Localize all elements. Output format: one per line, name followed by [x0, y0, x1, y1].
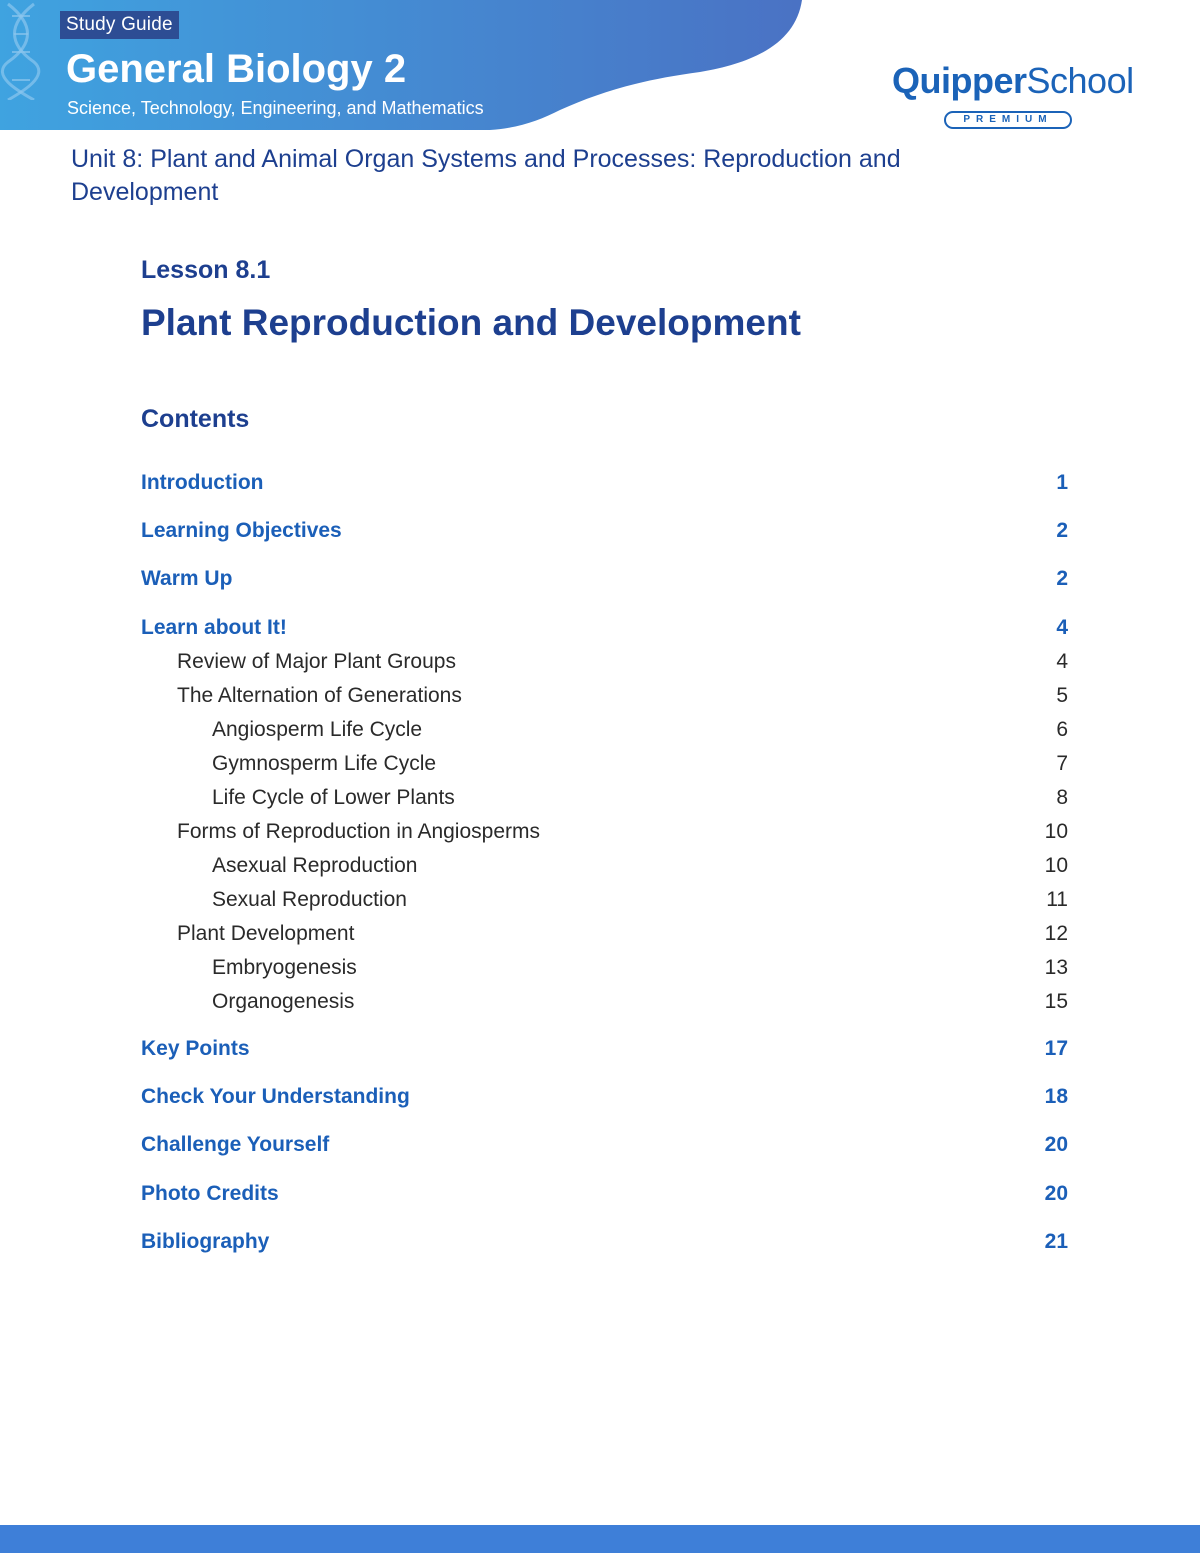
toc-entry-page[interactable]: 4: [1056, 616, 1068, 639]
toc-entry-label[interactable]: Learn about It!: [141, 616, 287, 639]
toc-entry[interactable]: [0, 715, 1200, 745]
toc-entry-page[interactable]: 21: [1044, 1230, 1068, 1253]
toc-entry-label[interactable]: Photo Credits: [141, 1182, 279, 1205]
toc-entry-page[interactable]: 20: [1044, 1182, 1068, 1205]
toc-entry-page[interactable]: 7: [1056, 752, 1068, 775]
toc-entry-label[interactable]: Angiosperm Life Cycle: [212, 718, 423, 741]
lesson-title: Plant Reproduction and Development: [141, 302, 801, 343]
toc-entry[interactable]: [0, 564, 1200, 594]
toc-entry-page[interactable]: 13: [1044, 956, 1068, 979]
toc-entry-label[interactable]: Challenge Yourself: [141, 1133, 330, 1156]
toc-entry[interactable]: [0, 987, 1200, 1017]
toc-entry-page[interactable]: 2: [1056, 567, 1068, 590]
toc-entry[interactable]: [0, 681, 1200, 711]
toc-entry-page[interactable]: 11: [1046, 888, 1068, 911]
toc-entry[interactable]: [0, 851, 1200, 881]
logo-wordmark: [892, 58, 1134, 104]
toc-entry[interactable]: [0, 647, 1200, 677]
toc-entry[interactable]: [0, 885, 1200, 915]
toc-entry-page[interactable]: 2: [1056, 519, 1068, 542]
course-title: General Biology 2: [66, 47, 407, 91]
toc-entry-label[interactable]: Review of Major Plant Groups: [177, 650, 456, 673]
logo-quipper: Quipper: [892, 60, 1027, 101]
contents-heading: Contents: [141, 405, 250, 433]
course-subtitle: Science, Technology, Engineering, and Mathematics: [67, 98, 484, 118]
quipper-school-logo: [892, 58, 1132, 134]
toc-entry[interactable]: [0, 749, 1200, 779]
toc-entry-label[interactable]: Check Your Understanding: [141, 1085, 410, 1108]
toc-entry[interactable]: [0, 953, 1200, 983]
toc-entry-label[interactable]: Warm Up: [141, 567, 233, 590]
toc-entry[interactable]: [0, 1130, 1200, 1160]
toc-entry-label[interactable]: Key Points: [141, 1037, 250, 1060]
study-guide-badge: Study Guide: [60, 11, 179, 39]
toc-entry-label[interactable]: Asexual Reproduction: [212, 854, 418, 877]
dna-icon: [0, 0, 50, 100]
toc-entry-label[interactable]: Forms of Reproduction in Angiosperms: [177, 820, 540, 843]
footer-bar: [0, 1525, 1200, 1553]
toc-entry[interactable]: [0, 919, 1200, 949]
toc-entry-page[interactable]: 12: [1044, 922, 1068, 945]
logo-school: School: [1026, 60, 1134, 101]
unit-title: Unit 8: Plant and Animal Organ Systems and Processes: Reproduction and Development: [71, 145, 901, 206]
toc-entry-page[interactable]: 10: [1044, 820, 1068, 843]
toc-entry-label[interactable]: Organogenesis: [212, 990, 355, 1013]
toc-entry[interactable]: [0, 783, 1200, 813]
toc-entry-page[interactable]: 10: [1044, 854, 1068, 877]
toc-entry[interactable]: [0, 1227, 1200, 1257]
toc-entry-label[interactable]: The Alternation of Generations: [177, 684, 462, 707]
toc-entry-label[interactable]: Learning Objectives: [141, 519, 342, 542]
toc-entry-label[interactable]: Sexual Reproduction: [212, 888, 407, 911]
lesson-label: Lesson 8.1: [141, 256, 271, 284]
toc-entry-label[interactable]: Life Cycle of Lower Plants: [212, 786, 455, 809]
toc-entry-label[interactable]: Plant Development: [177, 922, 355, 945]
toc-entry-label[interactable]: Embryogenesis: [212, 956, 357, 979]
toc-entry-page[interactable]: 17: [1044, 1037, 1068, 1060]
toc-entry-label[interactable]: Bibliography: [141, 1230, 270, 1253]
toc-entry[interactable]: [0, 516, 1200, 546]
toc-entry-page[interactable]: 1: [1056, 471, 1068, 494]
toc-entry-page[interactable]: 15: [1044, 990, 1068, 1013]
toc-entry-page[interactable]: 18: [1044, 1085, 1068, 1108]
header-banner: [0, 0, 820, 132]
toc-entry-page[interactable]: 20: [1044, 1133, 1068, 1156]
toc-entry-label[interactable]: Gymnosperm Life Cycle: [212, 752, 437, 775]
toc-entry-page[interactable]: 5: [1056, 684, 1068, 707]
toc-entry-page[interactable]: 8: [1056, 786, 1068, 809]
toc-entry[interactable]: [0, 1179, 1200, 1209]
toc-entry-page[interactable]: 6: [1056, 718, 1068, 741]
logo-premium-pill: PREMIUM: [944, 111, 1072, 129]
toc-entry[interactable]: [0, 613, 1200, 643]
toc-entry[interactable]: [0, 1082, 1200, 1112]
toc-entry[interactable]: [0, 817, 1200, 847]
toc-entry[interactable]: [0, 468, 1200, 498]
toc-entry-page[interactable]: 4: [1056, 650, 1068, 673]
toc-entry[interactable]: [0, 1034, 1200, 1064]
toc-entry-label[interactable]: Introduction: [141, 471, 264, 494]
